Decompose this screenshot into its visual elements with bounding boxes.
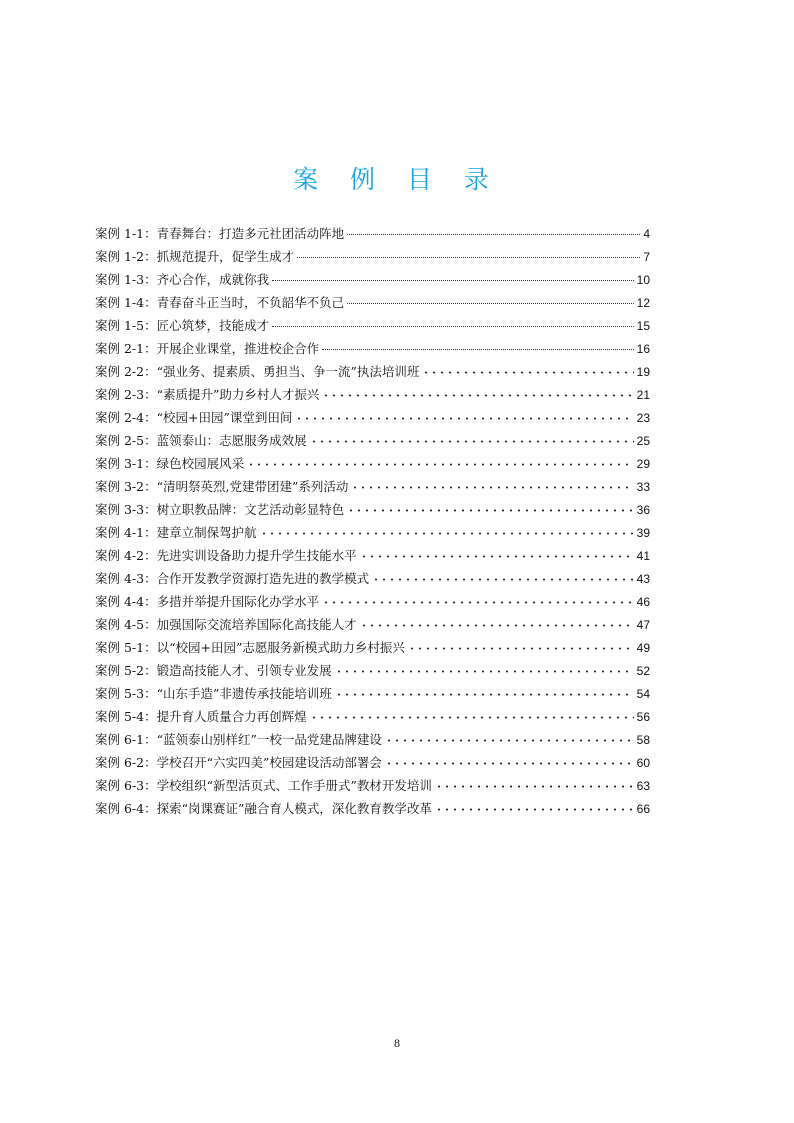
toc-entry-page: 23 [636, 411, 650, 425]
toc-entry-title: 建章立制保驾护航 [156, 525, 257, 540]
toc-entry-page: 47 [636, 618, 650, 632]
toc-entry[interactable] [95, 567, 650, 590]
toc-leader-dots [247, 463, 634, 466]
toc-entry-label: 案例 6-4： [95, 801, 157, 816]
toc-entry[interactable] [95, 728, 650, 751]
toc-entry[interactable] [95, 682, 650, 705]
toc-entry-label: 案例 4-4： [95, 594, 157, 609]
toc-entry[interactable] [95, 360, 650, 383]
toc-entry-title: 抓规范提升，促学生成才 [156, 249, 295, 264]
toc-leader-dots [360, 624, 634, 627]
toc-entry-page: 52 [636, 664, 650, 678]
toc-entry-title: 树立职教品牌：文艺活动彰显特色 [156, 502, 345, 517]
toc-entry-label: 案例 2-2： [95, 364, 157, 379]
toc-entry-title: 合作开发教学资源打造先进的教学模式 [156, 571, 370, 586]
toc-leader-dots [351, 486, 633, 489]
toc-entry-title: 匠心筑梦，技能成才 [156, 318, 270, 333]
toc-entry[interactable] [95, 383, 650, 406]
toc-entry-title: 探索“岗课赛证”融合育人模式，深化教育教学改革 [156, 801, 432, 816]
toc-entry-page: 21 [636, 388, 650, 402]
toc-leader-dots [335, 670, 634, 673]
toc-entry-label: 案例 5-1： [95, 640, 157, 655]
toc-title: 案 例 目 录 [293, 165, 501, 194]
toc-leader-dots [408, 647, 634, 650]
toc-entry-label: 案例 4-3： [95, 571, 157, 586]
toc-entry-page: 10 [636, 273, 650, 287]
toc-entry[interactable] [95, 245, 650, 268]
toc-entry[interactable] [95, 222, 650, 245]
toc-leader-dots [385, 739, 634, 742]
toc-leader-dots [322, 394, 633, 397]
toc-entry-title: “素质提升”助力乡村人才振兴 [156, 387, 320, 402]
toc-entry[interactable] [95, 268, 650, 291]
toc-entry-title: 加强国际交流培养国际化高技能人才 [156, 617, 357, 632]
toc-entry-label: 案例 1-2： [95, 249, 157, 264]
toc-entry-page: 46 [636, 595, 650, 609]
toc-entry-title: 提升育人质量合力再创辉煌 [156, 709, 307, 724]
toc-entry-title: “山东手造”非遗传承技能培训班 [156, 686, 332, 701]
toc-leader-dots [435, 808, 634, 811]
toc-entry-page: 60 [636, 756, 650, 770]
toc-entry-label: 案例 1-3： [95, 272, 157, 287]
toc-entry-title: 先进实训设备助力提升学生技能水平 [156, 548, 357, 563]
toc-entry-label: 案例 1-5： [95, 318, 157, 333]
toc-leader-dots [295, 417, 633, 420]
toc-leader-dots [347, 303, 634, 304]
toc-entry-title: 开展企业课堂，推进校企合作 [156, 341, 320, 356]
toc-entry-title: 学校召开“六实四美”校园建设活动部署会 [156, 755, 382, 770]
toc-leader-dots [322, 349, 634, 350]
toc-entry-title: 以“校园+田园”志愿服务新模式助力乡村振兴 [156, 640, 405, 655]
toc-entry[interactable] [95, 521, 650, 544]
toc-entry-page: 39 [636, 526, 650, 540]
toc-entry-label: 案例 6-2： [95, 755, 157, 770]
toc-entry-label: 案例 2-1： [95, 341, 157, 356]
toc-entry[interactable] [95, 659, 650, 682]
toc-entry[interactable] [95, 475, 650, 498]
toc-entry[interactable] [95, 751, 650, 774]
toc-entry-label: 案例 3-1： [95, 456, 157, 471]
toc-entry-label: 案例 5-2： [95, 663, 157, 678]
toc-leader-dots [310, 716, 634, 719]
toc-entry[interactable] [95, 429, 650, 452]
toc-entry-label: 案例 6-3： [95, 778, 157, 793]
toc-leader-dots [385, 762, 634, 765]
toc-leader-dots [310, 440, 634, 443]
table-of-contents [95, 222, 650, 820]
toc-entry-label: 案例 4-2： [95, 548, 157, 563]
toc-leader-dots [347, 509, 634, 512]
toc-entry-page: 33 [636, 480, 650, 494]
toc-leader-dots [335, 693, 634, 696]
toc-entry-label: 案例 2-4： [95, 410, 157, 425]
toc-entry-title: “蓝领泰山别样红”一校一品党建品牌建设 [156, 732, 382, 747]
toc-entry-page: 19 [636, 365, 650, 379]
toc-entry[interactable] [95, 314, 650, 337]
toc-entry-page: 56 [636, 710, 650, 724]
toc-entry[interactable] [95, 291, 650, 314]
toc-entry[interactable] [95, 590, 650, 613]
toc-leader-dots [297, 257, 640, 258]
toc-entry-label: 案例 4-1： [95, 525, 157, 540]
toc-entry-title: 锻造高技能人才、引领专业发展 [156, 663, 332, 678]
toc-leader-dots [347, 234, 640, 235]
toc-entry-page: 54 [636, 687, 650, 701]
toc-entry-label: 案例 1-4： [95, 295, 157, 310]
toc-entry-page: 49 [636, 641, 650, 655]
toc-entry-label: 案例 6-1： [95, 732, 157, 747]
toc-entry[interactable] [95, 406, 650, 429]
toc-leader-dots [322, 601, 634, 604]
toc-entry-title: 多措并举提升国际化办学水平 [156, 594, 320, 609]
toc-entry[interactable] [95, 774, 650, 797]
toc-leader-dots [260, 532, 634, 535]
toc-entry-page: 36 [636, 503, 650, 517]
toc-entry[interactable] [95, 613, 650, 636]
toc-entry-page: 16 [636, 342, 650, 356]
toc-entry-title: 齐心合作，成就你我 [156, 272, 270, 287]
toc-entry-page: 66 [636, 802, 650, 816]
toc-entry[interactable] [95, 544, 650, 567]
toc-entry[interactable] [95, 337, 650, 360]
toc-entry[interactable] [95, 452, 650, 475]
toc-entry[interactable] [95, 636, 650, 659]
toc-leader-dots [422, 371, 633, 374]
toc-entry-title: “校园+田园”课堂到田间 [156, 410, 293, 425]
toc-leader-dots [360, 555, 634, 558]
toc-entry-label: 案例 2-5： [95, 433, 157, 448]
toc-entry-label: 案例 3-2： [95, 479, 157, 494]
toc-entry-page: 25 [636, 434, 650, 448]
toc-entry-title: “清明祭英烈,党建带团建”系列活动 [156, 479, 349, 494]
toc-entry-title: 蓝领泰山：志愿服务成效展 [156, 433, 307, 448]
toc-entry-page: 15 [636, 319, 650, 333]
toc-entry-title: 绿色校园展风采 [156, 456, 245, 471]
toc-leader-dots [435, 785, 634, 788]
toc-entry-title: 学校组织“新型活页式、工作手册式”教材开发培训 [156, 778, 432, 793]
toc-entry-page: 63 [636, 779, 650, 793]
toc-entry[interactable] [95, 797, 650, 820]
toc-entry-label: 案例 3-3： [95, 502, 157, 517]
toc-entry-page: 7 [643, 250, 650, 264]
toc-entry-page: 58 [636, 733, 650, 747]
toc-entry-label: 案例 5-4： [95, 709, 157, 724]
page-number: 8 [394, 1036, 400, 1050]
toc-entry-title: 青春舞台：打造多元社团活动阵地 [156, 226, 345, 241]
toc-entry[interactable] [95, 705, 650, 728]
toc-leader-dots [372, 578, 634, 581]
toc-entry-page: 43 [636, 572, 650, 586]
toc-entry-title: 青春奋斗正当时，不负韶华不负己 [156, 295, 345, 310]
toc-entry-page: 29 [636, 457, 650, 471]
toc-entry-page: 12 [636, 296, 650, 310]
toc-entry-title: “强业务、提素质、勇担当、争一流”执法培训班 [156, 364, 420, 379]
toc-entry-page: 41 [636, 549, 650, 563]
toc-entry[interactable] [95, 498, 650, 521]
toc-entry-label: 案例 4-5： [95, 617, 157, 632]
toc-entry-label: 案例 5-3： [95, 686, 157, 701]
toc-leader-dots [272, 326, 634, 327]
toc-entry-page: 4 [643, 227, 650, 241]
toc-entry-label: 案例 1-1： [95, 226, 157, 241]
toc-leader-dots [272, 280, 634, 281]
toc-entry-label: 案例 2-3： [95, 387, 157, 402]
